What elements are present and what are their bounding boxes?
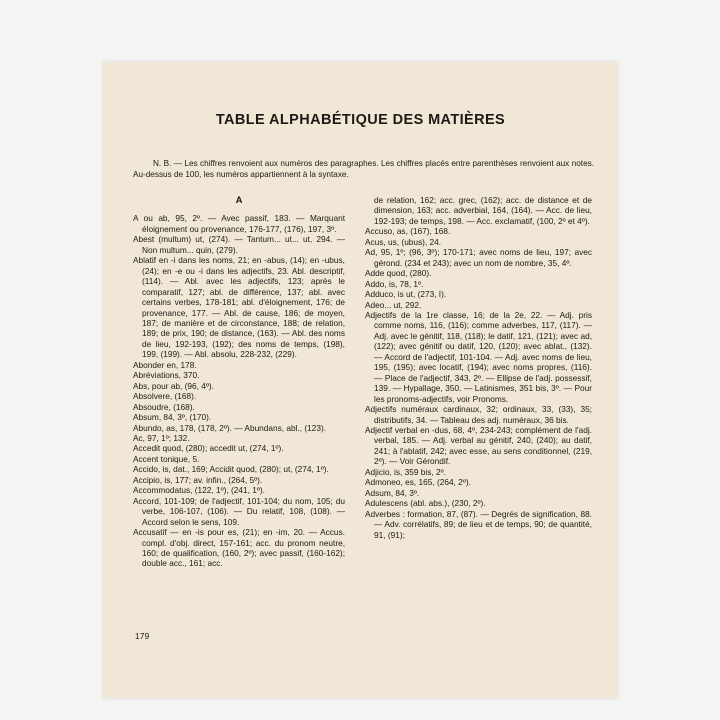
index-entry: Accido, is, dat., 169; Accidit quod, (280); ut, (274, 1º). xyxy=(133,464,329,475)
index-entry: Ad, 95, 1º; (96, 3º); 170-171; avec noms de lieu, 197; avec gérond. (234 et 243); avec un nom de nombre, 35, 4º. xyxy=(365,247,592,268)
left-column xyxy=(133,195,345,569)
index-entry: Accuso, as, (167), 168. xyxy=(365,226,451,237)
index-entry: Adjectif verbal en -dus, 68, 4º, 234-243; complément de l'adj. verbal, 185. — Adj. verbal au génitif, 240, (240); au datif, 241; à l'ablatif, 242; avec esse, au sens conditionnel, (219, 2º). — Voir Gérondif. xyxy=(365,424,592,467)
index-entry: Accipio, is, 177; av. infin., (264, 5º). xyxy=(133,474,263,485)
index-entry: Admoneo, es, 165, (264, 2º). xyxy=(365,477,471,488)
index-entry: Abonder en, 178. xyxy=(133,359,197,370)
book-page xyxy=(103,62,618,698)
index-entry: Adverbes : formation, 87, (87). — Degrés de signification, 88. — Adv. corrélatifs, 89; de lieu et de temps, 90; de quantité, 91, (91); xyxy=(365,508,592,540)
index-entry: Acus, us, (ubus), 24. xyxy=(365,236,442,247)
index-entry: Accedit quod, (280); accedit ut, (274, 1º). xyxy=(133,443,284,454)
index-entry: A ou ab, 95, 2º. — Avec passif, 183. — Marquant éloignement ou provenance, 176-177, (176), 197, 3º. xyxy=(133,213,345,234)
index-entry: Ablatif en -i dans les noms, 21; en -abus, (14); en -ubus, (24); en -e ou -i dans les adjectifs, 23. Abl. descriptif, (114). — Abl. avec les adjectifs, 123; après le comparatif, 127; abl. de différence, 137; abl. avec certains verbes, 178-181; abl. d'éloignement, 176; de provenance, 177. — Abl. de cause, 186; de moyen, 187; de manière et de circonstance, 188; de relation, 189; de prix, 190; de distance, (163). — Abl. des noms de lieu, 192-193, (192); des noms de temps, (198), 199, (199). — Abl. absolu, 228-232, (229). xyxy=(133,255,345,360)
index-entry: Absum, 84, 3º, (170). xyxy=(133,412,212,423)
section-letter: A xyxy=(235,195,243,206)
right-column xyxy=(365,195,592,540)
index-entry: Accusatif — en -is pour es, (21); en -im, 20. — Accus. compl. d'obj. direct, 157-161; acc. du pronom neutre, 160; de qualification, (160, 2º); avec passif, (160-162); double acc., 161; acc. xyxy=(133,527,345,569)
note-paragraph: N. B. — Les chiffres renvoient aux numéros des paragraphes. Les chiffres placés entre parenthèses renvoient aux notes. Au-dessus de 100, les numéros appartiennent à la syntaxe. xyxy=(133,159,594,179)
index-entry: Abest (multum) ut, (274). — Tantum... ut... ut, 294. — Non multum... quin, (279). xyxy=(133,234,345,255)
index-entry: Adjectifs numéraux cardinaux, 32; ordinaux, 33, (33), 35; distributifs, 34. — Tableau des adj. numéraux, 36 bis. xyxy=(365,404,592,425)
index-entry: Absoudre, (168). xyxy=(133,401,195,412)
index-entry: Ac, 97, 1º; 132. xyxy=(133,432,190,443)
index-entry: Adjicio, is, 359 bis, 2º. xyxy=(365,466,446,477)
page-number: 179 xyxy=(135,631,150,641)
index-entry: Addo, is, 78, 1º. xyxy=(365,278,424,289)
page-title: TABLE ALPHABÉTIQUE DES MATIÈRES xyxy=(215,112,506,128)
index-entry: Accent tonique, 5. xyxy=(133,453,200,464)
index-entry: Adulescens (abl. abs.), (230, 2º). xyxy=(365,498,486,509)
index-entry: Adjectifs de la 1re classe, 16; de la 2e, 22. — Adj. pris comme noms, 116, (116); comme adverbes, 117, (117). — Adj. avec le génitif, 118, (118); le datif, 121, (121); avec ad, (122); avec génitif ou datif, 120, (120); avec ablat., (132). — Accord de l'adjectif, 101-104. — Adj. avec noms de lieu, 195, (195); avec locatif, (194); avec noms propres, (116). — Place de l'adjectif, 343, 2º. — Ellipse de l'adj. possessif, 139. — Hypallage, 350. — Latinismes, 351 bis, 3º. — Pour les pronoms-adjectifs, voir Pronoms. xyxy=(365,309,592,404)
index-entry: Adsum, 84, 3º. xyxy=(365,487,420,498)
index-entry-continuation: de relation, 162; acc. grec, (162); acc. de distance et de dimension, 163; acc. adverbial, 164, (164). — Acc. de lieu, 192-193; de temps, 198. — Acc. exclamatif, (100, 2º et 4º). xyxy=(374,195,592,226)
index-entry: Adeo... ut, 292. xyxy=(365,299,422,310)
index-entry: Abundo, as, 178, (178, 2º). — Abundans, abl., (123). xyxy=(133,422,327,433)
index-entry: Accord, 101-109; de l'adjectif, 101-104; du nom, 105; du verbe, 106-107, (106). — Du relatif, 108, (108). — Accord selon le sens, 109. xyxy=(133,495,345,527)
index-entry: Absolvere, (168). xyxy=(133,391,197,402)
index-entry: Adde quod, (280). xyxy=(365,268,432,279)
index-entry: Abs, pour ab, (96, 4º). xyxy=(133,380,214,391)
index-entry: Adduco, is ut, (273, I). xyxy=(365,289,447,300)
index-entry: Accommodatus, (122, 1º), (241, 1º). xyxy=(133,485,265,496)
index-entry: Abréviations, 370. xyxy=(133,370,200,381)
